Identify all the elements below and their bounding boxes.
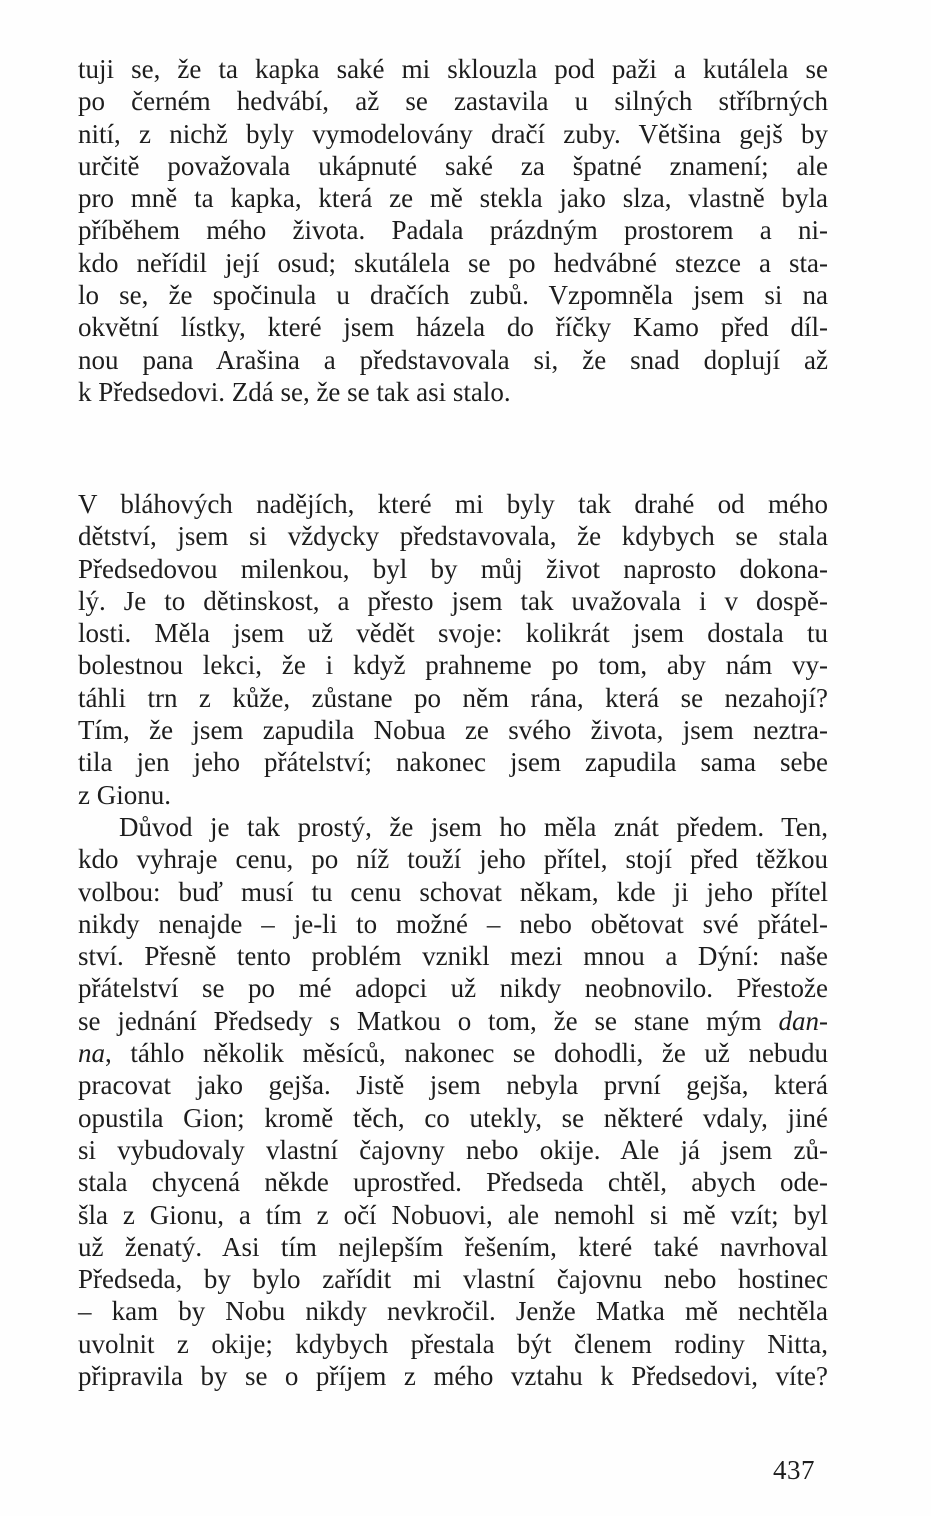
text-line: nití, z nichž byly vymodelovány dračí zuby. Většina gejš by [78,118,828,149]
text-line: táhli trn z kůže, zůstane po něm rána, která se nezahojí? [78,682,828,713]
text-line: k Předsedovi. Zdá se, že se tak asi stalo. [78,376,511,407]
text-line: nou pana Arašina a představovala si, že snad doplují až [78,344,828,375]
text-line: bolestnou lekci, že i když prahneme po tom, aby nám vy- [78,650,828,681]
text-line: uvolnit z okije; kdybych přestala být členem rodiny Nitta, [78,1328,828,1359]
text-line: Předsedovou milenkou, byl by můj život naprosto dokona- [78,553,828,584]
paragraph-3 [78,811,828,1392]
text-line: kdo neřídil její osud; skutálela se po hedvábné stezce a sta- [78,247,828,278]
text-line: připravila by se o příjem z mého vztahu k Předsedovi, víte? [78,1361,828,1392]
italic-term: na [78,1038,105,1069]
text-line: šla z Gionu, a tím z očí Nobuovi, ale nemohl si mě vzít; byl [78,1199,828,1230]
text-line: tuji se, že ta kapka saké mi sklouzla pod paži a kutálela se [78,54,828,84]
text-line: po černém hedvábí, až se zastavila u silných stříbrných [78,86,828,117]
text-line: dětství, jsem si vždycky představovala, že kdybych se stala [78,521,828,552]
text-line: – kam by Nobu nikdy nevkročil. Jenže Matka mě nechtěla [78,1296,828,1327]
paragraph-2 [78,488,828,811]
page-number: 437 [773,1455,815,1485]
text-line: stala chycená někde uprostřed. Předseda chtěl, abych ode- [78,1167,828,1198]
text-line: kdo vyhraje cenu, po níž touží jeho přítel, stojí před těžkou [78,844,828,875]
text-line: z Gionu. [78,779,171,810]
text-line: V bláhových nadějích, které mi byly tak drahé od mého [78,489,828,519]
text-line: určitě považovala ukápnuté saké za špatné znamení; ale [78,150,828,181]
text-line: se jednání Předsedy s Matkou o tom, že se stane mým dan- [78,1005,828,1036]
text-line: ství. Přesně tento problém vznikl mezi mnou a Dýní: naše [78,941,828,972]
text-line: pro mně ta kapka, která ze mě stekla jako slza, vlastně byla [78,183,828,214]
text-line: na, táhlo několik měsíců, nakonec se dohodli, že už nebudu [78,1038,828,1069]
text-line: lý. Je to dětinskost, a přesto jsem tak uvažovala i v dospě- [78,585,828,616]
text-line: lo se, že spočinula u dračích zubů. Vzpomněla jsem si na [78,280,828,311]
text-line: příběhem mého života. Padala prázdným prostorem a ni- [78,215,828,246]
text-line: si vybudovaly vlastní čajovny nebo okije. Ale já jsem zů- [78,1134,828,1165]
text-line: Tím, že jsem zapudila Nobua ze svého života, jsem neztra- [78,715,828,746]
text-line: volbou: buď musí tu cenu schovat někam, kde ji jeho přítel [78,876,828,907]
text-line: opustila Gion; kromě těch, co utekly, se některé vdaly, jiné [78,1102,828,1133]
text-line: pracovat jako gejša. Jistě jsem nebyla první gejša, která [78,1070,828,1101]
text-line: nikdy nenajde – je-li to možné – nebo obětovat své přátel- [78,908,828,939]
text-line: Důvod je tak prostý, že jsem ho měla znát předem. Ten, [119,812,828,842]
text-line: Předseda, by bylo zařídit mi vlastní čajovnu nebo hostinec [78,1264,828,1295]
text-line: losti. Měla jsem už vědět svoje: kolikrát jsem dostala tu [78,618,828,649]
text-line: už ženatý. Asi tím nejlepším řešením, které také navrhoval [78,1231,828,1262]
text-line: tila jen jeho přátelství; nakonec jsem zapudila sama sebe [78,747,828,778]
text-line: okvětní lístky, které jsem házela do říčky Kamo před díl- [78,312,828,343]
italic-term: dan- [778,1005,828,1036]
text-line: přátelství se po mé adopci už nikdy neobnovilo. Přestože [78,973,828,1004]
paragraph-1 [78,53,828,408]
